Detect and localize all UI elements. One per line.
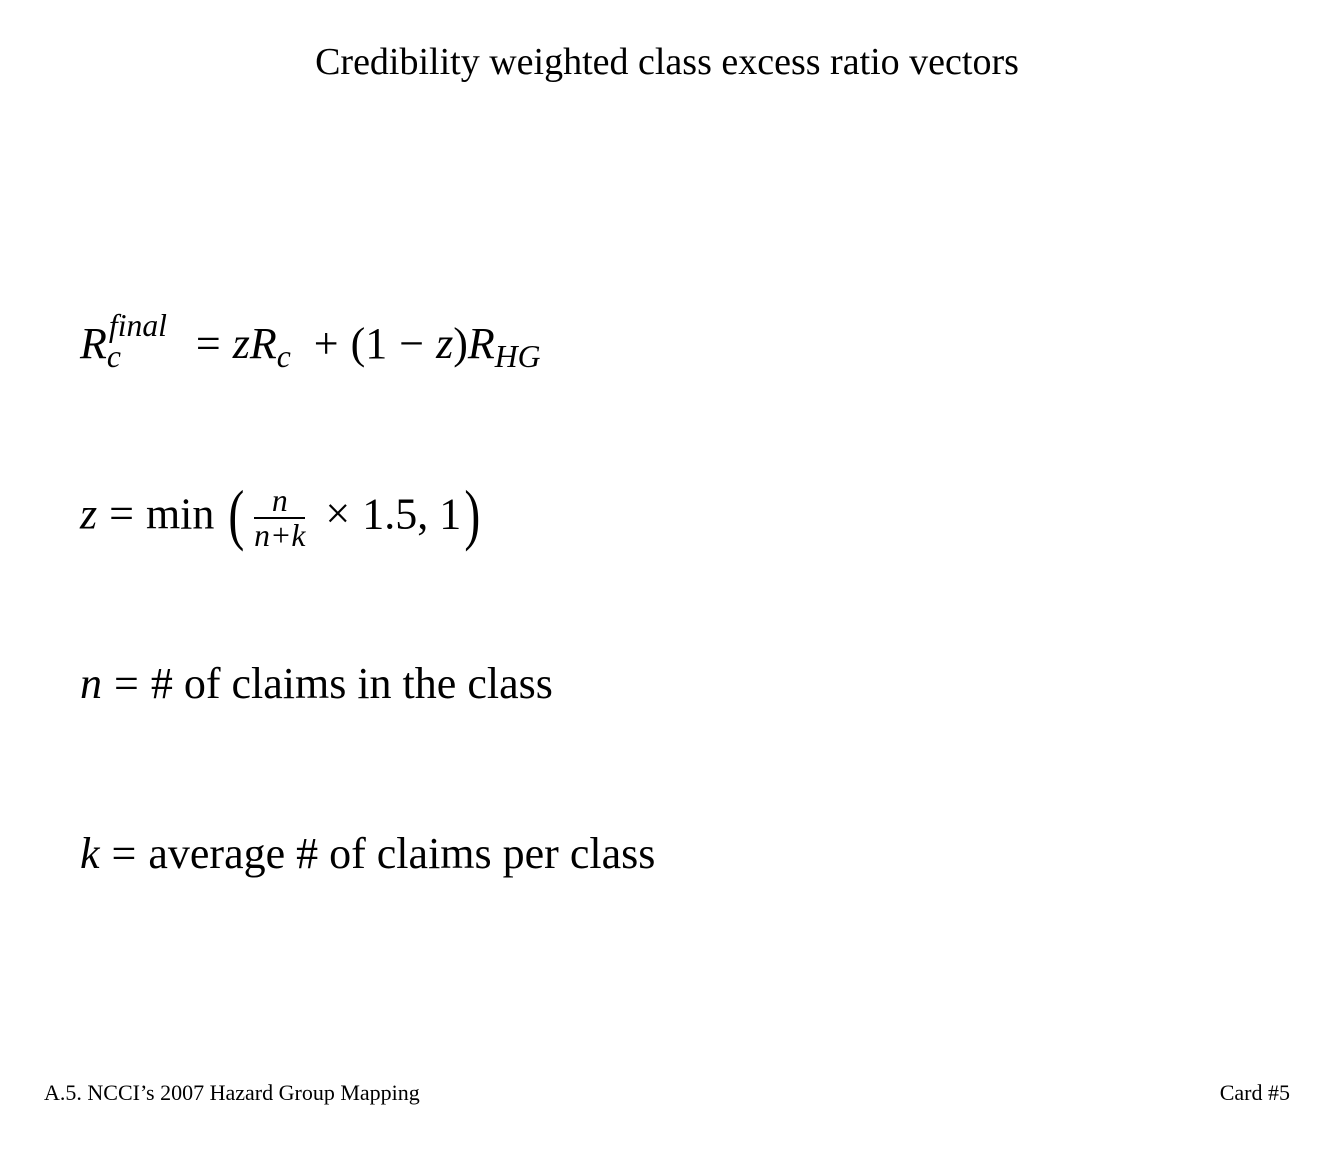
plus-sign: + (313, 319, 339, 368)
footer-section-label: A.5. NCCI’s 2007 Hazard Group Mapping (44, 1080, 420, 1105)
equation-credibility-z (80, 475, 484, 554)
fraction (254, 484, 305, 553)
definition-n (80, 656, 553, 712)
func-min: min (145, 489, 215, 539)
superscript-final: final (108, 307, 167, 343)
right-paren: ) (464, 475, 481, 552)
footer-card-number: Card #5 (1219, 1080, 1290, 1105)
var-r: R (80, 319, 107, 368)
subscript-hg: HG (494, 338, 541, 374)
var-r: R (467, 319, 495, 368)
fraction-numerator: n (254, 484, 305, 519)
definition-k (80, 826, 655, 882)
var-z: z (436, 319, 454, 368)
min-args: 1.5, 1 (362, 489, 462, 539)
equals-sign: = (114, 659, 139, 708)
superscript-subscript (106, 307, 173, 375)
subscript-c: c (276, 338, 291, 374)
open-paren-one: (1 (350, 319, 388, 368)
var-z: z (232, 319, 250, 368)
equation-final-excess-ratio (80, 307, 541, 385)
close-paren: ) (453, 319, 468, 368)
left-paren: ( (228, 475, 245, 552)
var-k: k (80, 829, 100, 878)
var-n: n (80, 659, 102, 708)
equals-sign: = (111, 829, 137, 878)
times-sign: × (325, 489, 351, 539)
equals-sign: = (109, 489, 134, 539)
fraction-denominator: n+k (254, 518, 306, 554)
definition-text: average # of claims per class (148, 829, 656, 878)
minus-sign: − (399, 319, 425, 368)
card-title: Credibility weighted class excess ratio vectors (315, 41, 1019, 83)
var-r: R (249, 319, 277, 368)
definition-text: # of claims in the class (150, 659, 553, 708)
equals-sign: = (195, 319, 221, 368)
subscript-c: c (106, 339, 121, 375)
var-z: z (80, 489, 98, 539)
